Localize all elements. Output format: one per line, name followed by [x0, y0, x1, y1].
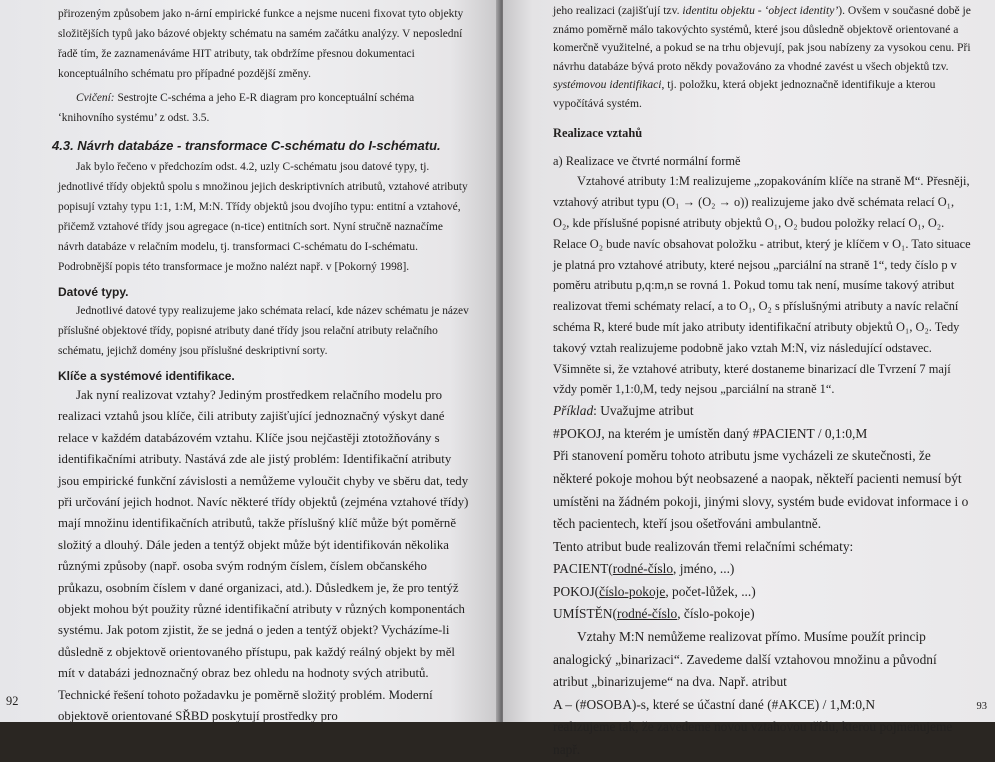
- schema-name: PACIENT(: [553, 561, 613, 577]
- schema-list: [553, 558, 971, 626]
- schema-name: UMÍSTĚN(: [553, 606, 617, 622]
- paragraph-1m: Vztahové atributy 1:M realizujeme „zopakováním klíče na straně M“. Přesněji, vztahový atribut typu (O₁ → (O₂ → o)) realizujeme jako dvě schémata relací O₁, O₂, kde příslušné popisné atributy objektů O₁, O₂ budou položky relací O₁, O₂. Relace O₂ bude navíc obsahovat položku - atribut, který je klíčem v O₁. Tato situace je platná pro vztahové atributy, které nejsou „parciální na straně 1“, tedy číslo p v poměru atributu p,q:m,n se rovná 1. Pokud tomu tak není, musíme takový atribut realizovat třemi schématy relací, a to O₁, O₂ s příslušnými atributy a navíc relační schéma R, které bude mít jako atributy identifikační atributy objektů O₁, O₂. Tedy takový vztah realizujeme podobně jako vztah M:N, viz následující odstavec. Všimněte si, že vztahové atributy, které dostaneme binarizací dle Tvrzení 7 mají vždy poměr 1,1:0,M, tedy nejsou „parciální na straně 1“.: [553, 174, 971, 397]
- intro-text-c: ). Ovšem v současné době je známo poměrně málo takovýchto systémů, které jsou důsledně objektově orientované a komerčně využitelné, a pokud se na trhu objevují, pak jsou nabízeny za vysokou cenu. Při návrhu databáze bývá proto někdy považováno za vhodné zavést u všech objektů tzv.: [553, 4, 971, 73]
- schema-rest: , číslo-pokoje): [677, 606, 755, 622]
- subheading: a) Realizace ve čtvrté normální formě: [553, 153, 741, 168]
- attribute-line: #POKOJ, na kterém je umístěn daný #PACIENT / 0,1:0,M: [553, 425, 868, 441]
- exercise-text: Sestrojte C-schéma a jeho E-R diagram pro konceptuální schéma ‘knihovního systému’ z odst. 3.5.: [58, 92, 415, 124]
- left-page: [0, 0, 500, 722]
- schema-rest: , jméno, ...): [673, 561, 735, 577]
- right-page: [503, 0, 995, 758]
- page-number-right: 93: [976, 701, 987, 712]
- intro-text-a: jeho realizaci (zajišťují tzv.: [553, 4, 683, 17]
- page-number-left: 92: [6, 694, 19, 709]
- paragraph-final: realizujeme tak, že zavedeme novou vztahovou třídu, kterou pojmenujeme např.: [553, 719, 953, 758]
- example-label: Příklad: [553, 403, 594, 419]
- schema-pacient: [553, 558, 971, 581]
- exercise-label: Cvičení:: [76, 92, 115, 104]
- formula-line: A – (#OSOBA)-s, které se účastní dané (#AKCE) / 1,M:0,N: [553, 696, 876, 712]
- paragraph-example: Při stanovení poměru tohoto atributu jsme vycházeli ze skutečnosti, že některé pokoje mohou být neobsazené a naopak, někteří pacienti nemusí být umístěni na žádném pokoji, jinými slovy, systém bude evidovat informace i o těch pacientech, kteří jsou ošetřováni ambulantně.: [553, 448, 969, 532]
- keys-paragraph: Jak nyní realizovat vztahy? Jediným prostředkem relačního modelu pro realizaci vztahů jsou klíče, čili atributy zajišťující jednoznačný výskyt dané relace v každém databázovém vztahu. Klíče jsou nejčastěji ztotožňovány s identifikačními atributy. Nastává zde ale jistý problém: Identifikační atributy jsou empirické funkční závislosti a nemůžeme vyloučit chyby ve sběru dat, tedy při určování jejich hodnot. Navíc některé třídy objektů (zejména vztahové třídy) mají množinu identifikačních atributů, takže příslušný klíč může být poměrně složitý a dlouhý. Dále jeden a tentýž objekt může být identifikován několika různými způsoby (např. osoba svým rodným číslem, číslem občanského průkazu, osobním číslem v dané organizaci, atd.). Důsledkem je, že pro tentýž objekt mohou být použity různé identifikační atributy v různých komponentách systému. Jak potom zjistit, že se jedná o jeden a tentýž objekt? Vycházíme-li důsledně z objektově orientovaného přístupu, pak každý reálný objekt by měl mít v databázi jednoznačný obraz bez ohledu na hodnoty svých atributů. Technické řešení tohoto požadavku je poměrně složitý problém. Moderní objektově orientované SŘBD poskytují prostředky pro: [58, 388, 469, 724]
- intro-text-e: , tj. položku, která objekt jednoznačně identifikuje a kterou vypočítává systém.: [553, 78, 936, 110]
- schema-name: POKOJ(: [553, 583, 600, 599]
- intro-text-d: systémovou identifikaci: [553, 78, 662, 92]
- schema-key: číslo-pokoje: [599, 583, 666, 599]
- datatypes-heading: Datové typy.: [58, 285, 129, 299]
- intro-paragraph: přirozeným způsobem jako n-ární empirické funkce a nejsme nuceni fixovat tyto objekty složitějších typů jako bázové objekty schématu na samém začátku analýzy. V neposlední řadě tím, že zaznamenáváme HIT atributy, tak obdržíme přesnou dokumentaci konceptuálního schématu pro případné pozdější změny.: [58, 8, 464, 80]
- example-text: : Uvažujme atribut: [593, 403, 694, 419]
- schema-pokoj: [553, 581, 971, 604]
- intro-text-b: identitu objektu - ‘object identity’: [682, 4, 839, 17]
- exercise-paragraph: [58, 88, 470, 128]
- relations-heading: Realizace vztahů: [553, 125, 643, 140]
- schema-key: rodné-číslo: [612, 561, 674, 577]
- schema-key: rodné-číslo: [616, 606, 678, 622]
- intro-paragraph-right: [553, 2, 971, 114]
- paragraph-mn: Vztahy M:N nemůžeme realizovat přímo. Musíme použít princip analogický „binarizaci“. Zavedeme další vztahovou množinu a původní atribut „binarizujeme“ na dva. Např. atribut: [553, 629, 937, 690]
- example-line: [553, 400, 971, 423]
- schema-rest: , počet-lůžek, ...): [665, 583, 756, 599]
- keys-heading: Klíče a systémové identifikace.: [58, 369, 235, 383]
- section-paragraph: Jak bylo řečeno v předchozím odst. 4.2, uzly C-schématu jsou datové typy, tj. jednotlivé třídy objektů spolu s množinou jejich deskriptivních atributů, vztahové atributy popisují vztahy typu 1:1, 1:M, M:N. Třídy objektů jsou dvojího typu: entitní a vztahové, přičemž vztahové třídy jsou agregace (n-tice) entitních sort. Nyní stručně naznačíme návrh databáze v relačním modelu, tj. transformaci C-schématu do I-schématu. Podrobnější popis této transformace je možno nalézt např. v [Pokorný 1998].: [58, 161, 468, 273]
- section-heading: 4.3. Návrh databáze - transformace C-schématu do I-schématu.: [52, 138, 441, 153]
- paragraph-schemas-intro: Tento atribut bude realizován třemi relačními schématy:: [553, 538, 854, 554]
- schema-umisten: [553, 603, 971, 626]
- datatypes-paragraph: Jednotlivé datové typy realizujeme jako schémata relací, kde název schématu je název příslušné objektové třídy, popisné atributy dané třídy jsou relační atributy relačního schématu, jejichž domény jsou příslušné deskriptivní sorty.: [58, 305, 469, 357]
